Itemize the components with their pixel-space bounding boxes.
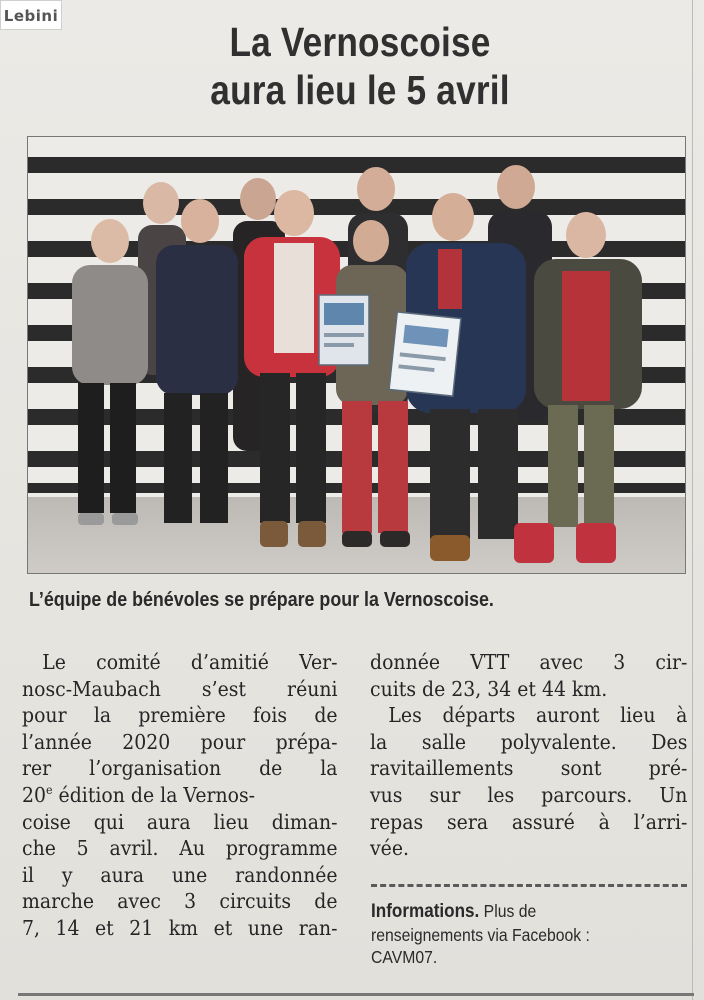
headline-line-2: aura lieu le 5 avril: [210, 67, 510, 113]
article-line: donnée VTT avec 3 cir-: [370, 650, 688, 674]
article-line: che 5 avril. Au programme: [22, 836, 338, 861]
article-line-text: édition de la Vernos-: [58, 782, 256, 807]
info-line: [371, 900, 659, 924]
article-line: cuits de 23, 34 et 44 km.: [370, 676, 608, 701]
article-line: vée.: [370, 836, 409, 861]
headline: [85, 18, 635, 114]
info-box: [371, 900, 659, 969]
bottom-rule: [18, 993, 694, 996]
article-line: l’année 2020 pour prépa-: [22, 729, 338, 754]
ordinal-number: 20: [22, 782, 47, 807]
article-line: rer l’organisation de la: [22, 756, 338, 781]
info-line: CAVM07.: [371, 947, 438, 968]
article-column-left: [22, 649, 338, 942]
article-line: repas sera assuré à l’arri-: [370, 809, 688, 834]
info-divider: [371, 884, 687, 887]
article-line: la salle polyvalente. Des: [370, 729, 688, 754]
article-line: ravitaillements sont pré-: [370, 756, 688, 781]
photo-caption: L’équipe de bénévoles se prépare pour la Vernoscoise.: [29, 588, 494, 611]
article-line: Le comité d’amitié Ver-: [42, 650, 338, 674]
article-column-right: [370, 649, 687, 862]
watermark-logo: Lebini: [0, 0, 62, 30]
team-photo-illustration: [28, 137, 686, 574]
article-line: vus sur les parcours. Un: [370, 782, 688, 807]
info-text: Plus de: [479, 901, 537, 921]
article-line: pour la première fois de: [22, 703, 338, 728]
article-line: coise qui aura lieu diman-: [22, 809, 338, 834]
headline-line-1: La Vernoscoise: [229, 19, 491, 65]
article-line: marche avec 3 circuits de: [22, 889, 338, 914]
article-line: il y aura une randonnée: [22, 862, 338, 887]
info-label: Informations.: [371, 901, 480, 922]
article-line: 7, 14 et 21 km et une ran-: [22, 915, 338, 940]
page-edge-rule: [692, 0, 693, 1000]
ordinal-suffix: e: [46, 782, 53, 797]
article-line: [22, 782, 338, 809]
info-line: renseignements via Facebook :: [371, 924, 590, 945]
team-photo: [27, 136, 686, 574]
article-line: Les départs auront lieu à: [388, 703, 688, 728]
article-line: nosc-Maubach s’est réuni: [22, 676, 338, 701]
